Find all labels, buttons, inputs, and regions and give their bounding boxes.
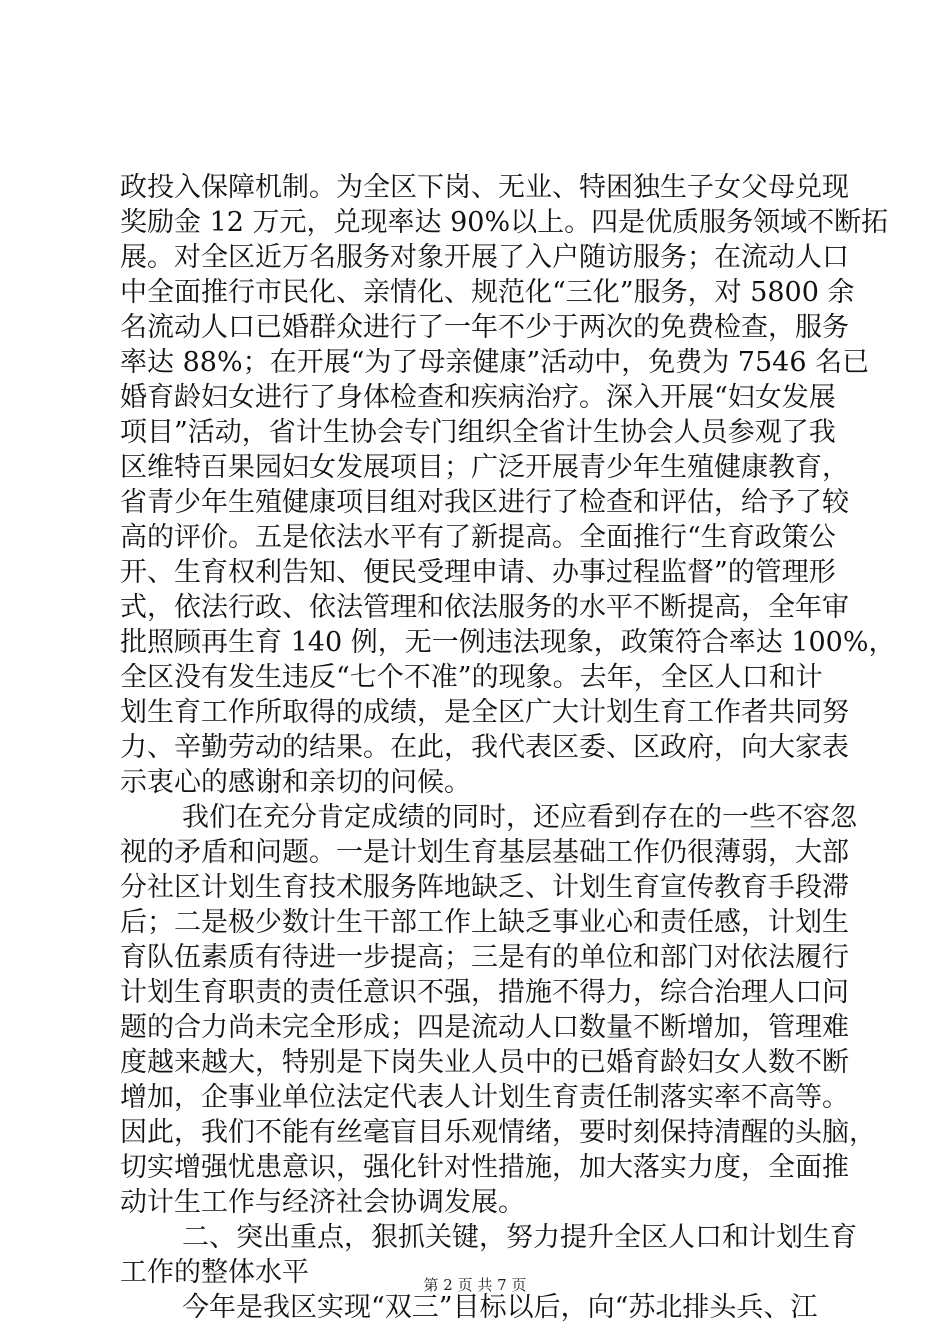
text-line: 批照顾再生育 140 例，无一例违法现象，政策符合率达 100%， bbox=[120, 627, 896, 658]
text-line: 项目”活动，省计生协会专门组织全省计生协会人员参观了我 bbox=[120, 417, 836, 448]
text-line: 名流动人口已婚群众进行了一年不少于两次的免费检查，服务 bbox=[120, 312, 849, 343]
section-heading: 二、突出重点，狠抓关键，努力提升全区人口和计划生育 bbox=[182, 1222, 857, 1253]
page-number-footer: 第 2 页 共 7 页 bbox=[423, 1276, 527, 1294]
text-line: 全区没有发生违反“七个不准”的现象。去年，全区人口和计 bbox=[120, 662, 823, 693]
text-line: 视的矛盾和问题。一是计划生育基层基础工作仍很薄弱，大部 bbox=[120, 837, 849, 868]
text-line: 展。对全区近万名服务对象开展了入户随访服务；在流动人口 bbox=[120, 242, 849, 273]
paragraph-first-line: 今年是我区实现“双三”目标以后，向“苏北排头兵、江 bbox=[182, 1292, 818, 1323]
text-line: 力、辛勤劳动的结果。在此，我代表区委、区政府，向大家表 bbox=[120, 732, 849, 763]
paragraph-first-line: 我们在充分肯定成绩的同时，还应看到存在的一些不容忽 bbox=[182, 802, 857, 833]
text-line: 后；二是极少数计生干部工作上缺乏事业心和责任感，计划生 bbox=[120, 907, 849, 938]
text-line: 奖励金 12 万元，兑现率达 90%以上。四是优质服务领域不断拓 bbox=[120, 207, 889, 238]
text-line: 区维特百果园妇女发展项目；广泛开展青少年生殖健康教育， bbox=[120, 452, 849, 483]
text-line: 因此，我们不能有丝毫盲目乐观情绪，要时刻保持清醒的头脑， bbox=[120, 1117, 876, 1148]
section-heading-continued: 工作的整体水平 bbox=[120, 1257, 309, 1288]
text-line: 婚育龄妇女进行了身体检查和疾病治疗。深入开展“妇女发展 bbox=[120, 382, 836, 413]
text-line: 育队伍素质有待进一步提高；三是有的单位和部门对依法履行 bbox=[120, 942, 849, 973]
text-line: 高的评价。五是依法水平有了新提高。全面推行“生育政策公 bbox=[120, 522, 836, 553]
text-line: 中全面推行市民化、亲情化、规范化“三化”服务，对 5800 余 bbox=[120, 277, 855, 308]
text-line: 分社区计划生育技术服务阵地缺乏、计划生育宣传教育手段滞 bbox=[120, 872, 849, 903]
text-line: 政投入保障机制。为全区下岗、无业、特困独生子女父母兑现 bbox=[120, 172, 849, 203]
text-line: 增加，企事业单位法定代表人计划生育责任制落实率不高等。 bbox=[120, 1082, 849, 1113]
text-line: 省青少年生殖健康项目组对我区进行了检查和评估，给予了较 bbox=[120, 487, 849, 518]
text-line: 题的合力尚未完全形成；四是流动人口数量不断增加，管理难 bbox=[120, 1012, 849, 1043]
body-text bbox=[120, 170, 896, 1325]
text-line: 度越来越大，特别是下岗失业人员中的已婚育龄妇女人数不断 bbox=[120, 1047, 849, 1078]
text-line: 开、生育权利告知、便民受理申请、办事过程监督”的管理形 bbox=[120, 557, 836, 588]
text-line: 式，依法行政、依法管理和依法服务的水平不断提高，全年审 bbox=[120, 592, 849, 623]
text-line: 划生育工作所取得的成绩，是全区广大计划生育工作者共同努 bbox=[120, 697, 849, 728]
text-line: 计划生育职责的责任意识不强，措施不得力，综合治理人口问 bbox=[120, 977, 849, 1008]
text-line: 示衷心的感谢和亲切的问候。 bbox=[120, 767, 471, 798]
text-line: 动计生工作与经济社会协调发展。 bbox=[120, 1187, 525, 1218]
text-line: 率达 88%；在开展“为了母亲健康”活动中，免费为 7546 名已 bbox=[120, 347, 870, 378]
text-line: 切实增强忧患意识，强化针对性措施，加大落实力度，全面推 bbox=[120, 1152, 849, 1183]
